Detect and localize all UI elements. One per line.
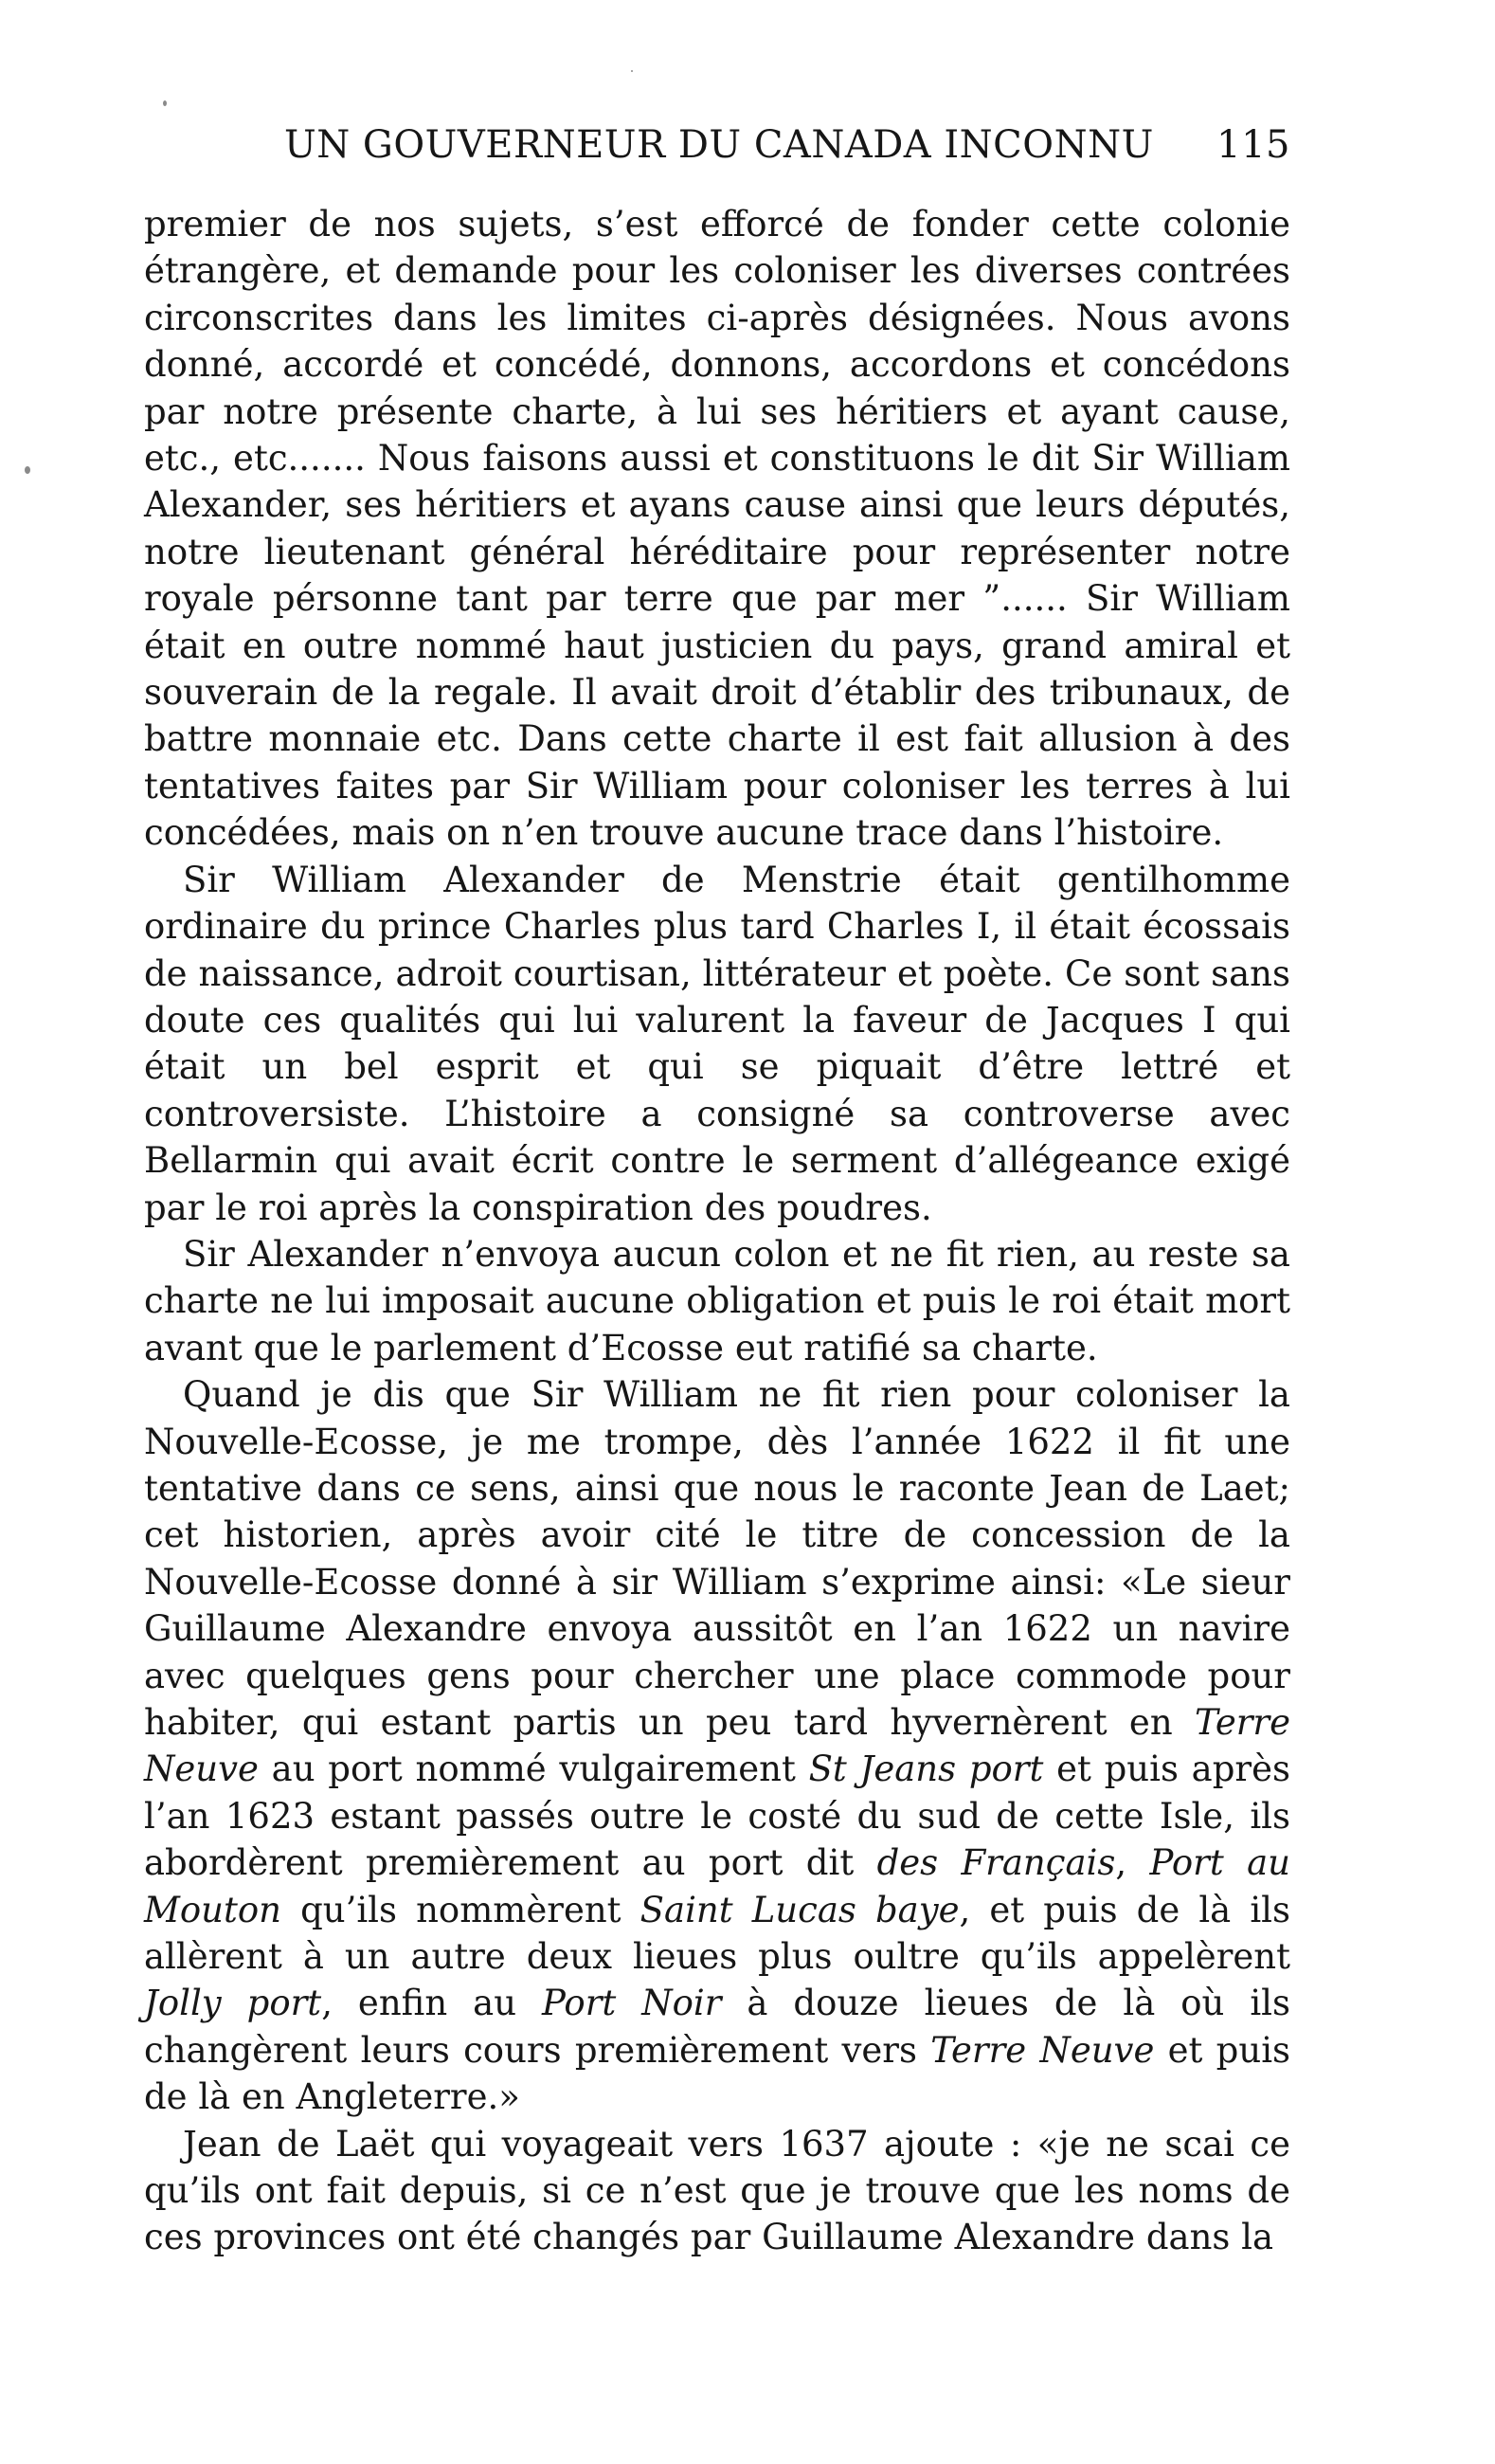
paragraph <box>144 201 1290 857</box>
italic-place-name: Jolly port <box>144 1983 322 2024</box>
text-run: , enfin au <box>321 1983 543 2024</box>
text-run: premier de nos sujets, s’est efforcé de fonder cette colonie étrangère, et demande pour les coloniser les diverses contrées circonscrites dans les limites ci-après désignées. Nous avons donné, accordé et concédé, donnons, accordons et concédons par notre présente charte, à lui ses héritiers et ayant cause, etc., etc....... Nous faisons aussi et constituons le dit Sir William Alexander, ses héritiers et ayans cause ainsi que leurs députés, notre lieutenant général héréditaire pour représenter notre royale pérsonne tant par terre que par mer ”...... Sir William était en outre nommé haut justicien du pays, grand amiral et souverain de la regale. Il avait droit d’établir des tribunaux, de battre monnaie etc. Dans cette charte il est fait allusion à des tentatives faites par Sir William pour coloniser les terres à lui concédées, mais on n’en trouve aucune trace dans l’histoire. <box>144 204 1290 854</box>
italic-place-name: St Jeans port <box>808 1748 1044 1790</box>
italic-place-name: Saint Lucas baye <box>639 1889 960 1930</box>
paragraph <box>144 1371 1290 2121</box>
italic-place-name: des Français <box>876 1842 1116 1884</box>
text-run: , <box>1115 1842 1150 1884</box>
text-run: à douze lieues de là où ils changèrent leurs cours premièrement vers <box>144 1983 1290 2071</box>
running-title: UN GOUVERNEUR DU CANADA INCONNU <box>284 123 1154 167</box>
text-run: Sir Alexander n’envoya aucun colon et ne fit rien, au reste sa charte ne lui imposait aucune obligation et puis le roi était mort avant que le parlement d’Ecosse eut ratifié sa charte. <box>144 1233 1290 1368</box>
text-run: Quand je dis que Sir William ne fit rien pour coloniser la Nouvelle-Ecosse, je me trompe, dès l’année 1622 il fit une tentative dans ce sens, ainsi que nous le raconte Jean de Laet; cet historien, après avoir cité le titre de concession de la Nouvelle-Ecosse donné à sir William s’exprime ainsi: «Le sieur Guillaume Alexandre envoya aussitôt en l’an 1622 un navire avec quelques gens pour chercher une place commode pour habiter, qui estant partis un peu tard hyvernèrent en <box>144 1374 1290 1743</box>
body-text <box>144 201 1290 2261</box>
text-run: Sir William Alexander de Menstrie était gentilhomme ordinaire du prince Charles plus tard Charles I, il était écossais de naissance, adroit courtisan, littérateur et poète. Ce sont sans doute ces qualités qui lui valurent la faveur de Jacques I qui était un bel esprit et qui se piquait d’être lettré et controversiste. L’histoire a consigné sa controverse avec Bellarmin qui avait écrit contre le serment d’allégeance exigé par le roi après la conspiration des poudres. <box>144 859 1290 1228</box>
italic-place-name: Port Noir <box>542 1983 722 2024</box>
text-run: et puis après l’an 1623 estant passés outre le costé du sud de cette Isle, ils abordèrent premièrement au port dit <box>144 1748 1290 1884</box>
italic-place-name: Terre Neuve <box>930 2029 1155 2071</box>
text-run: Jean de Laët qui voyageait vers 1637 ajoute : «je ne scai ce qu’ils ont fait depuis, si ce n’est que je trouve que les noms de ces provinces ont été changés par Guillaume Alexandre dans la <box>144 2123 1290 2258</box>
scan-speck <box>25 466 30 474</box>
running-header <box>144 121 1290 169</box>
italic-place-name: Terre Neuve <box>144 1702 1290 1790</box>
paragraph <box>144 857 1290 1231</box>
text-run: au port nommé vulgairement <box>258 1748 809 1790</box>
text-run: et puis de là en Angleterre.» <box>144 2029 1291 2118</box>
paragraph <box>144 1231 1290 1371</box>
italic-place-name: Port au Mouton <box>144 1842 1290 1930</box>
scan-speck <box>163 100 167 106</box>
scan-speck <box>631 70 633 72</box>
paragraph <box>144 2121 1290 2261</box>
text-run: qu’ils nommèrent <box>280 1889 640 1930</box>
text-run: , et puis de là ils allèrent à un autre deux lieues plus oultre qu’ils appelèrent <box>144 1889 1290 1978</box>
page-number: 115 <box>1216 123 1290 167</box>
